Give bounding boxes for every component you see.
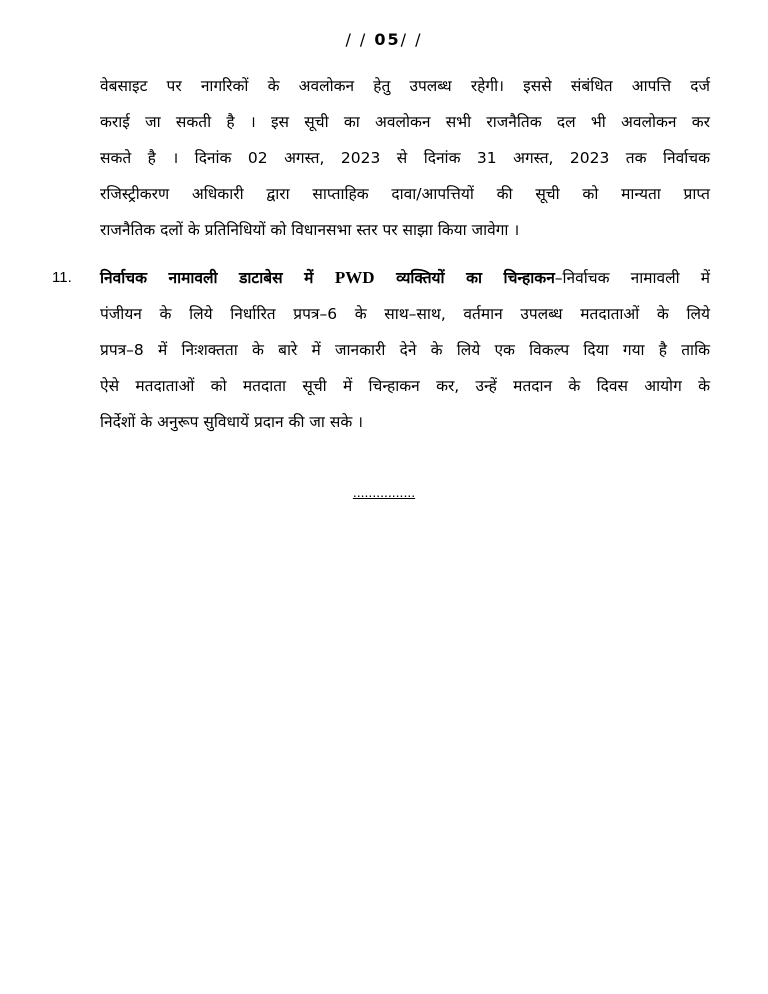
item-number: 11. [52, 269, 72, 286]
paragraph-line: राजनैतिक दलों के प्रतिनिधियों को विधानसभा स्तर पर साझा किया जावेगा । [100, 221, 520, 239]
end-marker-dots: ................ [352, 484, 416, 500]
paragraph-line: पंजीयन के लिये निर्धारित प्रपत्र–6 के साथ–साथ, वर्तमान उपलब्ध मतदाताओं के लिये [100, 305, 710, 323]
item-heading-rest: –निर्वाचक नामावली में [554, 269, 710, 287]
paragraph-line: सकते है । दिनांक 02 अगस्त, 2023 से दिनांक 31 अगस्त, 2023 तक निर्वाचक [100, 149, 710, 167]
paragraph-line: ऐसे मतदाताओं को मतदाता सूची में चिन्हाकन कर, उन्हें मतदान के दिवस आयोग के [100, 377, 710, 395]
page-number-prefix: / / [345, 30, 375, 49]
paragraph-line: वेबसाइट पर नागरिकों के अवलोकन हेतु उपलब्ध रहेगी। इससे संबंधित आपत्ति दर्ज [100, 77, 710, 95]
paragraph-line: निर्देशों के अनुरूप सुविधायें प्रदान की जा सके । [100, 413, 364, 431]
paragraph-item-11 [100, 260, 710, 440]
paragraph-line: रजिस्ट्रीकरण अधिकारी द्वारा साप्ताहिक दावा/आपत्तियों की सूची को मान्यता प्राप्त [100, 185, 710, 203]
paragraph-line: कराई जा सकती है । इस सूची का अवलोकन सभी राजनैतिक दल भी अवलोकन कर [100, 113, 710, 131]
item-heading [100, 269, 555, 287]
paragraph-line: प्रपत्र–8 में निःशक्तता के बारे में जानकारी देने के लिये एक विकल्प दिया गया है ताकि [100, 341, 710, 359]
page-number [0, 30, 768, 49]
paragraph-continued [100, 68, 710, 248]
page-number-suffix: / / [400, 30, 423, 49]
item-heading-latin: PWD [334, 268, 375, 287]
item-heading-line [100, 260, 710, 296]
end-marker [0, 484, 768, 500]
item-heading-part1: निर्वाचक नामावली डाटाबेस में [100, 269, 335, 287]
page-number-value: 05 [374, 30, 401, 49]
item-heading-part2: व्यक्तियों का चिन्हाकन [374, 269, 555, 287]
